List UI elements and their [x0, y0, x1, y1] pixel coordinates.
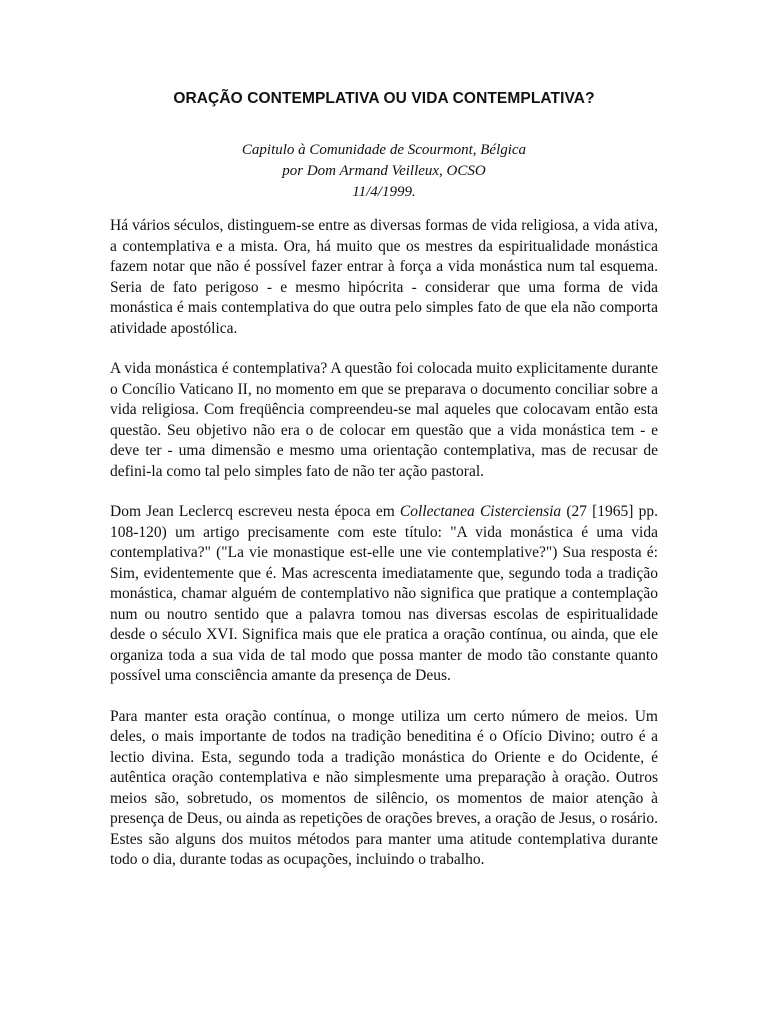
- paragraph-3: [110, 502, 658, 687]
- document-subtitle: [0, 140, 768, 203]
- paragraph-3-text-b: (27 [1965] pp. 108-120) um artigo precisamente com este título: "A vida monástica é uma vida contemplativa?" ("La vie monastique est-elle une vie contemplative?") Sua resposta é: Sim, evidentemente que é. Mas acrescenta imediatamente que, segundo toda a tradição monástica, chamar alguém de contemplativo não significa que pratique a contemplação num ou noutro sentido que a palavra tomou nas diversas escolas de espiritualidade desde o século XVI. Significa mais que ele pratica a oração contínua, ou ainda, que ele organiza toda a sua vida de tal modo que possa manter de modo tão constante quanto possível uma consciência amante da presença de Deus.: [110, 503, 658, 684]
- paragraph-2: A vida monástica é contemplativa? A questão foi colocada muito explicitamente durante o Concílio Vaticano II, no momento em que se preparava o documento conciliar sobre a vida religiosa. Com freqüência compreendeu-se mal aqueles que colocavam então esta questão. Seu objetivo não era o de colocar em questão que a vida monástica tem - e deve ter - uma dimensão e mesmo uma orientação contemplativa, mas de recusar de defini-la como tal pelo simples fato de não ter ação pastoral.: [110, 360, 658, 480]
- document-body: [110, 216, 658, 891]
- subtitle-line-2: por Dom Armand Veilleux, OCSO: [282, 163, 486, 179]
- document-title: ORAÇÃO CONTEMPLATIVA OU VIDA CONTEMPLATIVA?: [173, 90, 595, 107]
- subtitle-line-1: Capitulo à Comunidade de Scourmont, Bélgica: [241, 142, 527, 158]
- journal-title: Collectanea Cisterciensia: [399, 503, 562, 520]
- subtitle-line-3: 11/4/1999.: [352, 184, 416, 200]
- paragraph-4: Para manter esta oração contínua, o monge utiliza um certo número de meios. Um deles, o mais importante de todos na tradição beneditina é o Ofício Divino; outro é a lectio divina. Esta, segundo toda a tradição monástica do Oriente e do Ocidente, é autêntica oração contemplativa e não simplesmente uma preparação à oração. Outros meios são, sobretudo, os momentos de silêncio, os momentos de maior atenção à presença de Deus, ou ainda as repetições de orações breves, a oração de Jesus, o rosário. Estes são alguns dos muitos métodos para manter uma atitude contemplativa durante todo o dia, durante todas as ocupações, incluindo o trabalho.: [110, 707, 658, 868]
- paragraph-1: Há vários séculos, distinguem-se entre as diversas formas de vida religiosa, a vida ativa, a contemplativa e a mista. Ora, há muito que os mestres da espiritualidade monástica fazem notar que não é possível fazer entrar à força a vida monástica num tal esquema. Seria de fato perigoso - e mesmo hipócrita - considerar que uma forma de vida monástica é mais contemplativa do que outra pelo simples fato de que ela não comporta atividade apostólica.: [110, 217, 658, 337]
- paragraph-3-text-a: Dom Jean Leclercq escreveu nesta época em: [110, 503, 400, 520]
